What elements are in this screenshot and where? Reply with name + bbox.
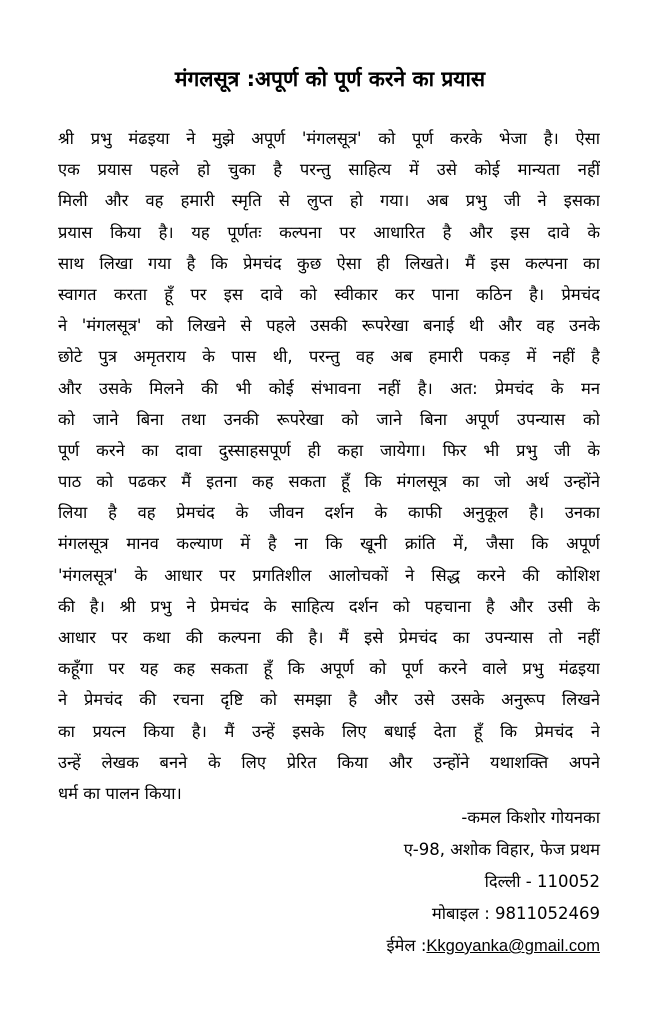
paragraph-line: और उसके मिलने की भी कोई संभावना नहीं है। अत: प्रेमचंद के मन <box>58 378 600 398</box>
paragraph-line: एक प्रयास पहले हो चुका है परन्तु साहित्य में उसे कोई मान्यता नहीं <box>58 160 600 180</box>
paragraph-line: पूर्ण करने का दावा दुस्साहसपूर्ण ही कहा जायेगा। फिर भी प्रभु जी के <box>58 440 600 460</box>
author-name: -कमल किशोर गोयनका <box>461 808 600 827</box>
email-label: ईमेल : <box>386 936 427 955</box>
paragraph-line: का प्रयत्न किया है। मैं उन्हें इसके लिए बधाई देता हूँ कि प्रेमचंद ने <box>58 721 600 741</box>
paragraph-line: आधार पर कथा की कल्पना की है। मैं इसे प्रेमचंद का उपन्यास तो नहीं <box>58 628 600 647</box>
paragraph-line: ने 'मंगलसूत्र' को लिखने से पहले उसकी रूपरेखा बनाई थी और वह उनके <box>58 316 600 336</box>
paragraph-line: स्वागत करता हूँ पर इस दावे को स्वीकार कर पाना कठिन है। प्रेमचंद <box>58 284 600 304</box>
author-email-line <box>386 930 600 962</box>
paragraph-line: उन्हें लेखक बनने के लिए प्रेरित किया और उन्होंने यथाशक्ति अपने <box>58 752 600 772</box>
paragraph-line: पाठ को पढकर मैं इतना कह सकता हूँ कि मंगलसूत्र का जो अर्थ उन्होंने <box>58 472 600 492</box>
paragraph-line: लिया है वह प्रेमचंद के जीवन दर्शन के काफी अनुकूल है। उनका <box>58 503 600 523</box>
paragraph-line: साथ लिखा गया है कि प्रेमचंद कुछ ऐसा ही लिखते। मैं इस कल्पना का <box>58 253 600 273</box>
paragraph-line: ने प्रेमचंद की रचना दृष्टि को समझा है और उसे उसके अनुरूप लिखने <box>58 690 600 710</box>
email-link[interactable]: Kkgoyanka@gmail.com <box>426 937 600 955</box>
paragraph-line: श्री प्रभु मंढइया ने मुझे अपूर्ण 'मंगलसूत्र' को पूर्ण करके भेजा है। ऐसा <box>58 129 600 148</box>
paragraph-line: प्रयास किया है। यह पूर्णतः कल्पना पर आधारित है और इस दावे के <box>58 222 600 242</box>
paragraph-line: को जाने बिना तथा उनकी रूपरेखा को जाने बिना अपूर्ण उपन्यास को <box>58 409 600 429</box>
author-mobile: मोबाइल : 9811052469 <box>431 904 600 923</box>
page-title: मंगलसूत्र :अपूर्ण को पूर्ण करने का प्रयास <box>174 67 486 91</box>
paragraph-line: 'मंगलसूत्र' के आधार पर प्रगतिशील आलोचकों ने सिद्ध करने की कोशिश <box>58 565 600 585</box>
signature-block <box>386 802 600 962</box>
author-city: दिल्ली - 110052 <box>484 872 600 891</box>
paragraph-line: छोटे पुत्र अमृतराय के पास थी, परन्तु वह अब हमारी पकड़ में नहीं है <box>58 347 600 367</box>
paragraph-line: मंगलसूत्र मानव कल्याण में है ना कि खूनी क्रांति में, जैसा कि अपूर्ण <box>58 534 600 554</box>
paragraph-line: धर्म का पालन किया। <box>58 783 182 803</box>
paragraph-line: मिली और वह हमारी स्मृति से लुप्त हो गया। अब प्रभु जी ने इसका <box>58 191 600 211</box>
body-text <box>58 123 600 809</box>
paragraph-line: कहूँगा पर यह कह सकता हूँ कि अपूर्ण को पूर्ण करने वाले प्रभु मंढइया <box>58 659 600 679</box>
author-address: ए-98, अशोक विहार, फेज प्रथम <box>403 840 600 859</box>
paragraph-line: की है। श्री प्रभु ने प्रेमचंद के साहित्य दर्शन को पहचाना है और उसी के <box>58 596 600 616</box>
